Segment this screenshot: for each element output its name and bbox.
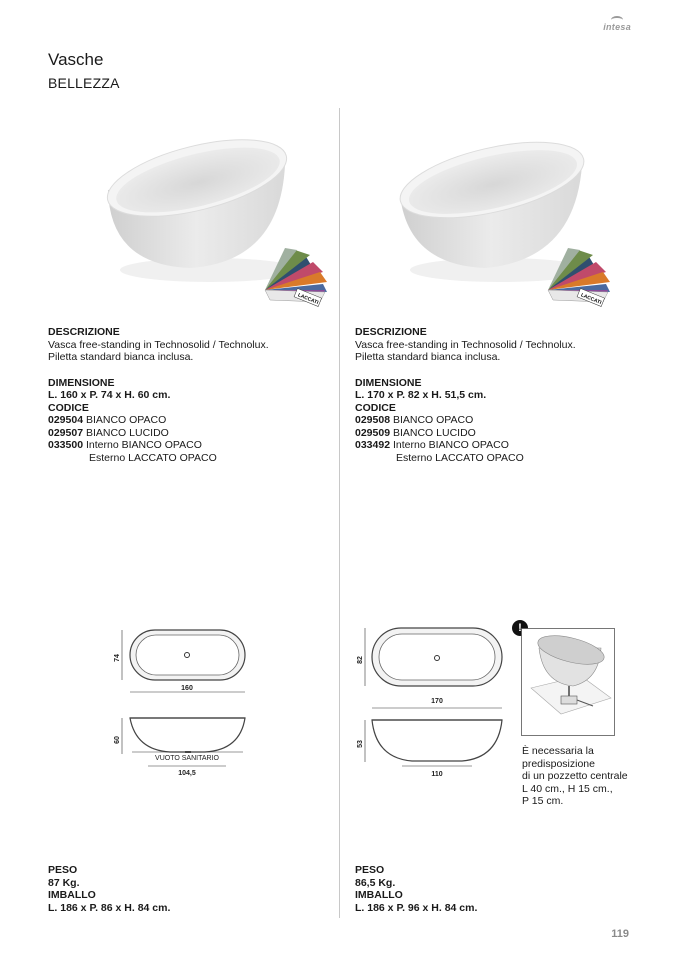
- note-line: P 15 cm.: [522, 795, 564, 807]
- packaging-heading: IMBALLO: [355, 889, 403, 901]
- page-number: 119: [611, 928, 629, 940]
- code-extra: Esterno LACCATO OPACO: [89, 451, 217, 464]
- code-row: [48, 439, 308, 452]
- left-product-info: [48, 326, 308, 464]
- description-heading: DESCRIZIONE: [355, 326, 427, 338]
- top-view-inner: [136, 635, 239, 675]
- code-label: BIANCO OPACO: [392, 414, 474, 426]
- code-row: [48, 414, 308, 427]
- bathtub-image-left: [80, 120, 340, 320]
- installation-note: [522, 745, 642, 808]
- code-number: 029504: [48, 414, 84, 426]
- top-view-inner: [379, 634, 495, 680]
- warning-icon: !: [512, 620, 528, 636]
- technical-drawing-left: [110, 620, 260, 790]
- note-line: È necessaria la: [522, 745, 594, 757]
- height-label: 60: [114, 736, 121, 744]
- packaging-heading: IMBALLO: [48, 889, 96, 901]
- code-label: Interno BIANCO OPACO: [85, 439, 202, 451]
- note-line: L 40 cm., H 15 cm.,: [522, 782, 613, 795]
- left-weight-packaging: [48, 864, 170, 914]
- dimension-heading: DIMENSIONE: [48, 376, 115, 389]
- code-row: [355, 439, 615, 452]
- description-line: Piletta standard bianca inclusa.: [355, 351, 501, 363]
- code-label: BIANCO LUCIDO: [392, 426, 476, 439]
- page-title: Vasche: [48, 50, 104, 69]
- weight-heading: PESO: [355, 864, 385, 876]
- description-line: Piletta standard bianca inclusa.: [48, 351, 194, 363]
- code-number: 033500: [48, 439, 84, 451]
- technical-drawing-right: [352, 620, 512, 790]
- code-heading: CODICE: [355, 401, 396, 414]
- base-label: 104,5: [178, 770, 196, 777]
- code-label: Interno BIANCO OPACO: [392, 439, 509, 451]
- swatch-label-right: LACCATI: [579, 292, 603, 306]
- height-label: 53: [357, 740, 364, 748]
- weight-value: 87 Kg.: [48, 876, 80, 889]
- packaging-value: L. 186 x P. 96 x H. 84 cm.: [355, 901, 478, 914]
- side-view: [372, 720, 502, 761]
- void-label: VUOTO SANITARIO: [155, 755, 219, 762]
- weight-heading: PESO: [48, 864, 78, 876]
- code-row: [48, 427, 308, 440]
- code-number: 029508: [355, 414, 391, 426]
- page-subtitle: BELLEZZA: [48, 75, 120, 91]
- description-line: Vasca free-standing in Technosolid / Technolux.: [355, 338, 576, 351]
- color-swatch-fan-right: [548, 248, 610, 307]
- color-swatch-fan-left: [265, 248, 327, 307]
- code-row: [355, 414, 615, 427]
- width-label: 160: [181, 685, 193, 692]
- depth-label: 74: [114, 654, 121, 662]
- swatch-label-left: LACCATI: [296, 292, 320, 306]
- weight-value: 86,5 Kg.: [355, 876, 396, 889]
- code-number: 029507: [48, 426, 84, 439]
- code-label: BIANCO LUCIDO: [85, 426, 169, 439]
- code-number: 029509: [355, 426, 391, 439]
- description-line: Vasca free-standing in Technosolid / Technolux.: [48, 338, 269, 351]
- packaging-value: L. 186 x P. 86 x H. 84 cm.: [48, 901, 171, 914]
- depth-label: 82: [357, 656, 364, 664]
- side-view: [130, 718, 245, 752]
- right-weight-packaging: [355, 864, 477, 914]
- base-label: 110: [431, 771, 443, 778]
- code-heading: CODICE: [48, 401, 89, 414]
- installation-illustration: [521, 628, 615, 736]
- dimension-value: L. 170 x P. 82 x H. 51,5 cm.: [355, 389, 487, 401]
- dimension-value: L. 160 x P. 74 x H. 60 cm.: [48, 389, 171, 401]
- right-product-info: [355, 326, 615, 464]
- bathtub-image-right: [370, 120, 630, 320]
- note-line: di un pozzetto centrale: [522, 770, 628, 782]
- code-label: BIANCO OPACO: [85, 414, 167, 426]
- note-line: predisposizione: [522, 757, 595, 770]
- dimension-heading: DIMENSIONE: [355, 376, 422, 389]
- code-row: [355, 427, 615, 440]
- description-heading: DESCRIZIONE: [48, 326, 120, 338]
- code-extra: Esterno LACCATO OPACO: [396, 451, 524, 464]
- code-number: 033492: [355, 439, 391, 451]
- width-label: 170: [431, 698, 443, 705]
- brand-logo: intesa: [603, 22, 631, 32]
